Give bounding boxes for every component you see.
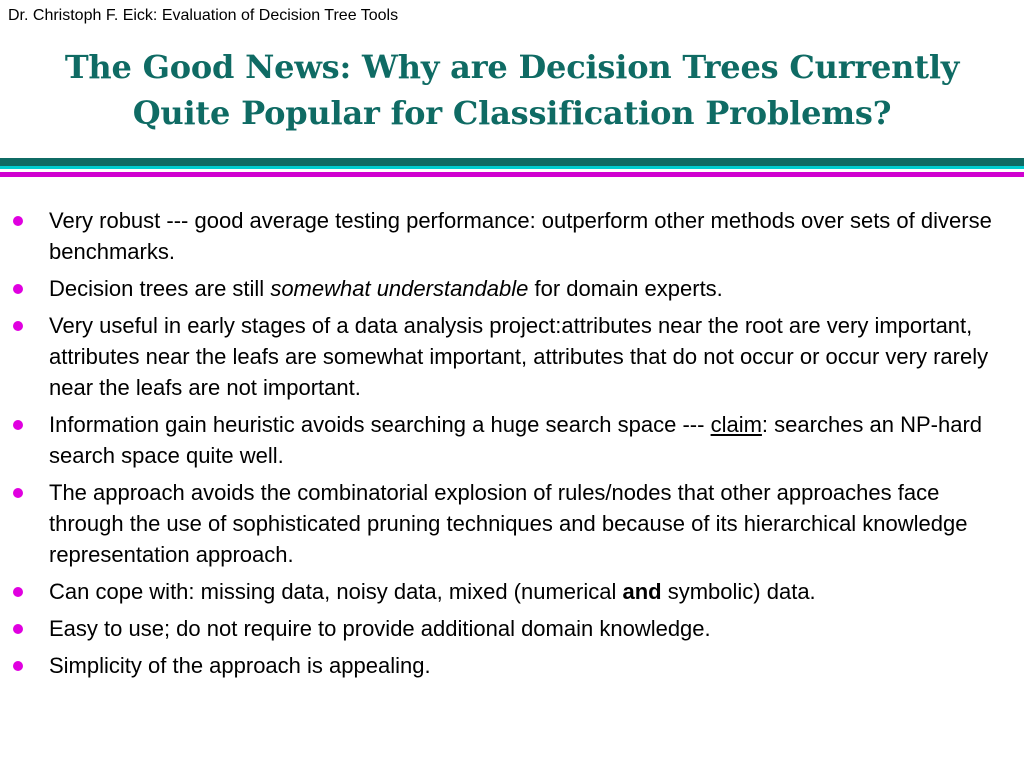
bullet-text: Very robust --- good average testing performance: outperform other methods over sets of diverse benchmarks.: [49, 208, 992, 264]
bullet-item-combinatorial: [0, 477, 1024, 570]
bullet-text-post: : searches an NP-hard search space quite well.: [49, 412, 983, 468]
bullet-dot-icon: [13, 321, 23, 331]
bullet-dot-icon: [13, 624, 23, 634]
bullet-item-easy-to-use: [0, 613, 1024, 644]
bullet-text: Easy to use; do not require to provide additional domain knowledge.: [49, 616, 711, 641]
bullet-text-italic: somewhat understandable: [270, 276, 529, 301]
bullet-dot-icon: [13, 587, 23, 597]
slide-title: [0, 44, 1024, 136]
bullet-item-simplicity: [0, 650, 1024, 681]
bullet-item-robust: [0, 205, 1024, 267]
bullet-dot-icon: [13, 284, 23, 294]
slide-title-line-1: The Good News: Why are Decision Trees Currently: [64, 48, 960, 86]
bullet-item-information-gain: [0, 409, 1024, 471]
bullet-text-pre: Can cope with: missing data, noisy data, mixed (numerical: [49, 579, 623, 604]
bullet-dot-icon: [13, 216, 23, 226]
bullet-dot-icon: [13, 488, 23, 498]
bullet-text: Very useful in early stages of a data analysis project:attributes near the root are very important, attributes near the leafs are somewhat important, attributes that do not occur or occur very rarely near the leafs are not important.: [49, 313, 989, 400]
bullet-text-pre: Information gain heuristic avoids searching a huge search space ---: [49, 412, 711, 437]
bullet-text-post: for domain experts.: [528, 276, 723, 301]
divider-teal: [0, 158, 1024, 166]
header-note: Dr. Christoph F. Eick: Evaluation of Decision Tree Tools: [8, 7, 399, 24]
bullet-text-underlined: claim: [710, 412, 762, 437]
bullet-list: [0, 205, 1024, 687]
slide-title-line-2: Quite Popular for Classification Problems?: [132, 94, 892, 132]
bullet-text-post: symbolic) data.: [661, 579, 816, 604]
bullet-dot-icon: [13, 661, 23, 671]
bullet-dot-icon: [13, 420, 23, 430]
bullet-item-early-stages: [0, 310, 1024, 403]
divider-magenta: [0, 172, 1024, 177]
bullet-text-bold: and: [622, 579, 662, 604]
bullet-text: Simplicity of the approach is appealing.: [49, 653, 431, 678]
bullet-text-pre: Decision trees are still: [49, 276, 271, 301]
bullet-text: The approach avoids the combinatorial explosion of rules/nodes that other approaches face through the use of sophisticated pruning techniques and because of its hierarchical knowledge representation approach.: [49, 480, 968, 567]
bullet-item-understandable: [0, 273, 1024, 304]
bullet-item-cope-with-data: [0, 576, 1024, 607]
